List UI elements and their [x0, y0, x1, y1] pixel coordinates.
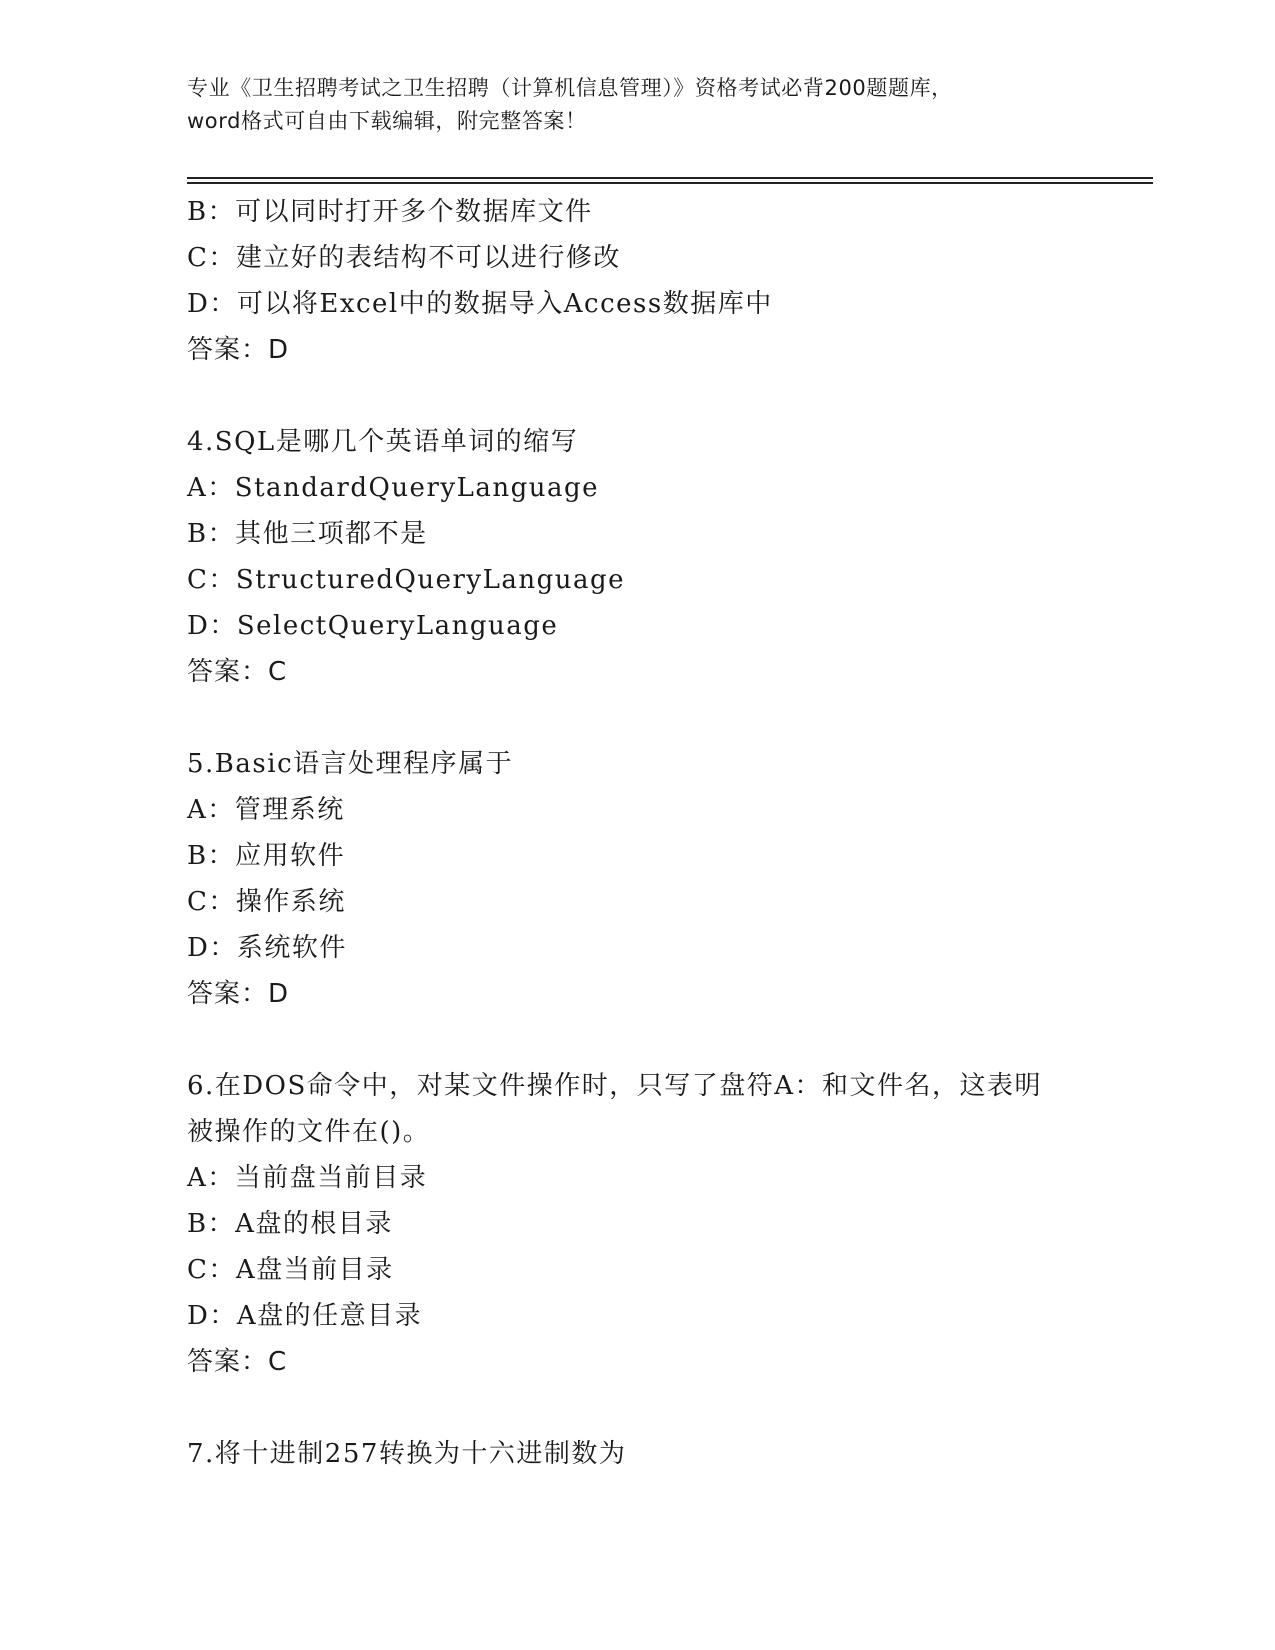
option-d: D：系统软件	[187, 933, 347, 963]
spacer	[187, 373, 1087, 419]
question-6	[187, 1063, 1087, 1385]
option-a: A：当前盘当前目录	[187, 1163, 428, 1193]
option-b: B：可以同时打开多个数据库文件	[187, 197, 593, 227]
question-3	[187, 189, 1087, 373]
answer: 答案：D	[187, 979, 290, 1009]
option-b: B：应用软件	[187, 841, 346, 871]
option-c: C：操作系统	[187, 887, 346, 917]
question-text: 5.Basic语言处理程序属于	[187, 749, 514, 779]
document-header	[187, 72, 1087, 138]
header-line-1: 专业《卫生招聘考试之卫生招聘（计算机信息管理）》资格考试必背200题题库，	[187, 76, 953, 100]
header-line-2: word格式可自由下载编辑，附完整答案！	[187, 109, 587, 133]
option-b: B：A盘的根目录	[187, 1209, 393, 1239]
answer: 答案：C	[187, 1347, 288, 1377]
question-text-line-2: 被操作的文件在()。	[187, 1117, 431, 1147]
answer: 答案：C	[187, 657, 288, 687]
header-divider-top	[187, 177, 1153, 179]
option-a: A：管理系统	[187, 795, 345, 825]
spacer	[187, 1017, 1087, 1063]
question-list	[187, 189, 1087, 1477]
spacer	[187, 695, 1087, 741]
header-divider-bottom	[187, 182, 1153, 184]
question-text: 4.SQL是哪几个英语单词的缩写	[187, 427, 579, 457]
option-c: C：StructuredQueryLanguage	[187, 565, 626, 595]
question-7	[187, 1431, 1087, 1477]
option-c: C：A盘当前目录	[187, 1255, 394, 1285]
question-text-line-1: 6.在DOS命令中，对某文件操作时，只写了盘符A：和文件名，这表明	[187, 1071, 1043, 1101]
spacer	[187, 1385, 1087, 1431]
option-a: A：StandardQueryLanguage	[187, 473, 599, 503]
question-text: 7.将十进制257转换为十六进制数为	[187, 1439, 627, 1469]
option-c: C：建立好的表结构不可以进行修改	[187, 243, 621, 273]
option-d: D：可以将Excel中的数据导入Access数据库中	[187, 289, 773, 319]
option-d: D：A盘的任意目录	[187, 1301, 423, 1331]
answer: 答案：D	[187, 335, 290, 365]
question-4	[187, 419, 1087, 695]
option-b: B：其他三项都不是	[187, 519, 428, 549]
option-d: D：SelectQueryLanguage	[187, 611, 559, 641]
question-5	[187, 741, 1087, 1017]
